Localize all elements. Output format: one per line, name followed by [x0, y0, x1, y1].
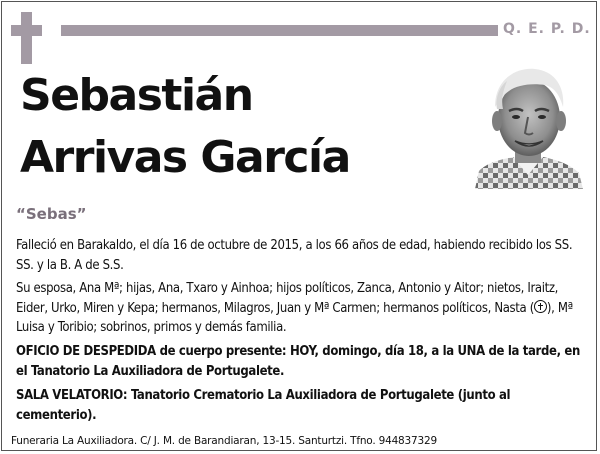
deceased-nickname: “Sebas” — [16, 205, 87, 223]
family-paragraph — [16, 279, 582, 338]
death-notice-paragraph: Falleció en Barakaldo, el día 16 de octubre de 2015, a los 66 años de edad, habiendo recibido los SS. SS. y la B. A de S.S. — [16, 238, 573, 273]
obituary-notice — [1, 1, 597, 451]
qepd-label: Q. E. P. D. — [503, 21, 591, 37]
deceased-name-first: Sebastián — [20, 70, 253, 121]
funeral-service-paragraph: OFICIO DE DESPEDIDA de cuerpo presente: HOY, domingo, día 18, a la UNA de la tarde, en el Tanatorio La Auxiliadora de Portugalete. — [16, 344, 580, 379]
family-text-part-1: Su esposa, Ana Mª; hijas, Ana, Txaro y Ainhoa; hijos políticos, Zanca, Antonio y Aitor; nietos, Iraitz, Eider, Urko, Miren y Kepa; hermanos, Milagros, Juan y Mª Carmen; hermanos políticos, Nasta ( — [16, 281, 559, 316]
circled-cross-icon — [534, 300, 547, 313]
family-text-part-2: ), Mª Luisa y Toribio; sobrinos, primos y demás familia. — [16, 300, 573, 335]
wake-room-paragraph: SALA VELATORIO: Tanatorio Crematorio La Auxiliadora de Portugalete (junto al cementerio). — [16, 388, 511, 423]
deceased-name-last: Arrivas García — [20, 132, 350, 183]
header-bar — [61, 25, 498, 36]
deceased-portrait — [473, 63, 583, 189]
funeral-home-footer: Funeraria La Auxiliadora. C/ J. M. de Barandiaran, 13-15. Santurtzi. Tfno. 944837329 — [11, 435, 437, 447]
